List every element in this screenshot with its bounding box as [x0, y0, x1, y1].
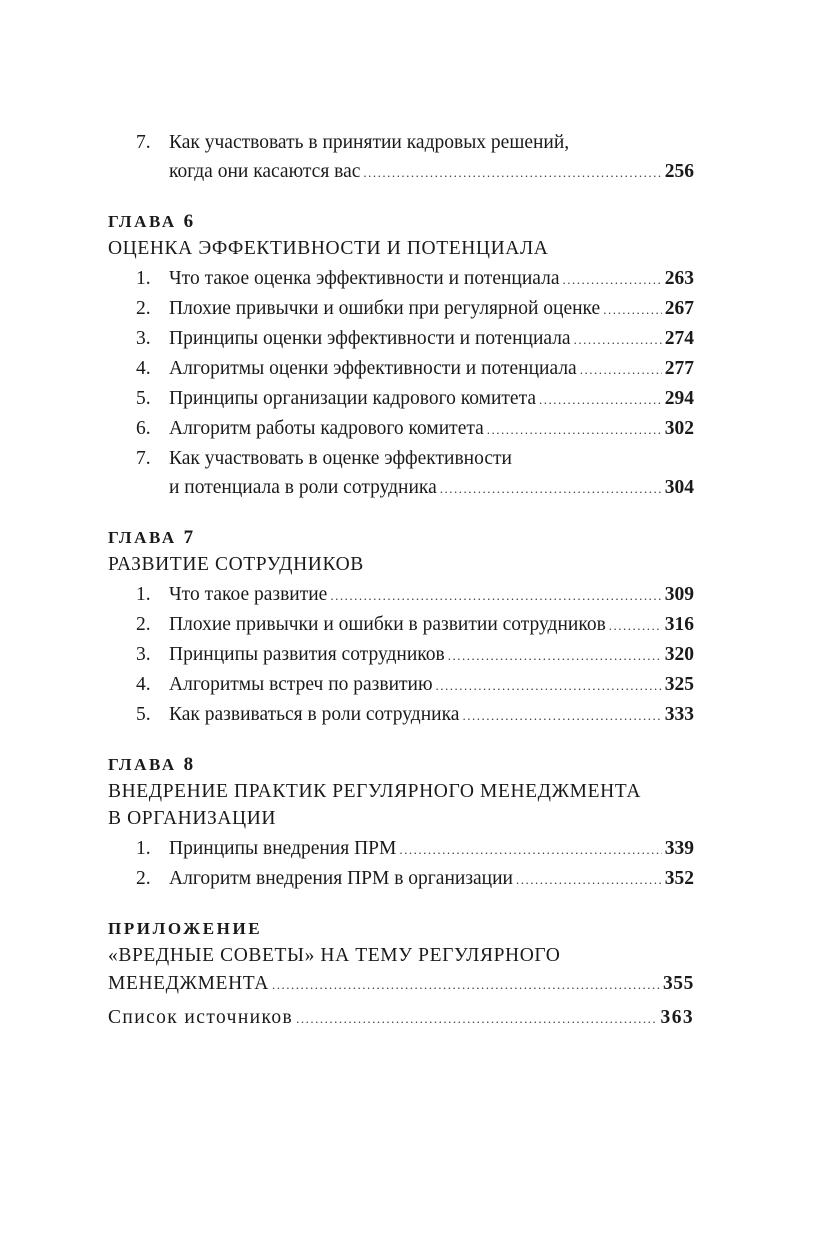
entry-title: Что такое оценка эффективности и потенциала: [169, 268, 560, 289]
toc-entry[interactable]: [108, 834, 694, 864]
entry-title: Принципы развития сотрудников: [169, 644, 445, 665]
page-number: 339: [664, 838, 694, 859]
entry-number: 6.: [136, 418, 151, 439]
chapter-label: ГЛАВА: [108, 528, 177, 547]
toc-entry[interactable]: [108, 128, 694, 187]
dot-leader: [516, 865, 662, 894]
chapter-number: 8: [183, 754, 195, 775]
chapter-title-line1: ВНЕДРЕНИЕ ПРАКТИК РЕГУЛЯРНОГО МЕНЕДЖМЕНТА: [108, 781, 641, 802]
toc-entry[interactable]: [108, 264, 694, 294]
dot-leader: [272, 971, 660, 999]
dot-leader: [603, 295, 662, 324]
chapter-heading-7: [108, 525, 694, 551]
chapter-title-line2: В ОРГАНИЗАЦИИ: [108, 808, 277, 829]
dot-leader: [609, 611, 662, 640]
dot-leader: [448, 641, 662, 670]
entry-title: и потенциала в роли сотрудника: [169, 477, 437, 498]
chapter-title-6[interactable]: ОЦЕНКА ЭФФЕКТИВНОСТИ И ПОТЕНЦИАЛА: [108, 238, 549, 259]
entry-title: Принципы организации кадрового комитета: [169, 388, 536, 409]
page-number: 316: [664, 614, 694, 635]
dot-leader: [539, 385, 662, 414]
chapter-heading-6: [108, 209, 694, 235]
page-number: 355: [662, 973, 694, 994]
page-number: 325: [664, 674, 694, 695]
entry-number: 3.: [136, 328, 151, 349]
toc-entry[interactable]: [108, 414, 694, 444]
dot-leader: [487, 415, 662, 444]
toc-entry[interactable]: [108, 444, 694, 503]
entry-number: 1.: [136, 584, 151, 605]
entry-number: 2.: [136, 614, 151, 635]
dot-leader: [440, 474, 662, 503]
entry-title: когда они касаются вас: [169, 161, 361, 182]
page-number: 263: [664, 268, 694, 289]
entry-title: Принципы оценки эффективности и потенциала: [169, 328, 571, 349]
appendix-heading: [108, 916, 694, 942]
entry-number: 5.: [136, 388, 151, 409]
page-number: 333: [664, 704, 694, 725]
page-number: 309: [664, 584, 694, 605]
toc-entry[interactable]: [108, 324, 694, 354]
entry-title-line1: Как участвовать в принятии кадровых решений,: [169, 132, 570, 153]
page-number: 352: [664, 868, 694, 889]
table-of-contents: [108, 128, 694, 1034]
dot-leader: [580, 355, 662, 384]
entry-number: 1.: [136, 268, 151, 289]
toc-entry[interactable]: [108, 580, 694, 610]
page-number: 294: [664, 388, 694, 409]
toc-entry[interactable]: [108, 294, 694, 324]
dot-leader: [363, 158, 661, 187]
dot-leader: [563, 265, 662, 294]
page-number: 363: [660, 1007, 694, 1028]
toc-entry[interactable]: [108, 384, 694, 414]
toc-entry[interactable]: [108, 700, 694, 730]
appendix-title-line1: «ВРЕДНЫЕ СОВЕТЫ» НА ТЕМУ РЕГУЛЯРНОГО: [108, 945, 561, 966]
entry-title: Алгоритм работы кадрового комитета: [169, 418, 484, 439]
entry-number: 5.: [136, 704, 151, 725]
toc-entry[interactable]: [108, 640, 694, 670]
chapter-title-8[interactable]: [108, 778, 694, 832]
entry-title: Алгоритмы оценки эффективности и потенциала: [169, 358, 577, 379]
dot-leader: [436, 671, 662, 700]
dot-leader: [462, 701, 661, 730]
appendix-title-line2: МЕНЕДЖМЕНТА: [108, 973, 269, 994]
appendix-entry[interactable]: [108, 942, 694, 999]
chapter-label: ГЛАВА: [108, 755, 177, 774]
page-number: 302: [664, 418, 694, 439]
toc-entry[interactable]: [108, 670, 694, 700]
entry-number: 2.: [136, 868, 151, 889]
toc-entry[interactable]: [108, 354, 694, 384]
chapter-number: 6: [183, 211, 195, 232]
entry-number: 3.: [136, 644, 151, 665]
entry-number: 7.: [136, 448, 151, 469]
chapter-label: ГЛАВА: [108, 212, 177, 231]
dot-leader: [330, 581, 661, 610]
page-number: 304: [664, 477, 694, 498]
chapter-number: 7: [183, 527, 195, 548]
entry-title: Плохие привычки и ошибки при регулярной оценке: [169, 298, 601, 319]
entry-title: Как развиваться в роли сотрудника: [169, 704, 460, 725]
dot-leader: [574, 325, 662, 354]
entry-number: 7.: [136, 132, 151, 153]
dot-leader: [296, 1004, 657, 1034]
entry-title: Что такое развитие: [169, 584, 328, 605]
sources-entry[interactable]: [108, 1003, 694, 1034]
dot-leader: [399, 835, 661, 864]
entry-number: 2.: [136, 298, 151, 319]
entry-number: 1.: [136, 838, 151, 859]
page-number: 256: [664, 161, 694, 182]
entry-title: Плохие привычки и ошибки в развитии сотрудников: [169, 614, 606, 635]
page-number: 267: [664, 298, 694, 319]
entry-title: Алгоритм внедрения ПРМ в организации: [169, 868, 513, 889]
page-number: 274: [664, 328, 694, 349]
entry-number: 4.: [136, 358, 151, 379]
chapter-heading-8: [108, 752, 694, 778]
sources-title: Список источников: [108, 1007, 294, 1028]
page-number: 320: [664, 644, 694, 665]
entry-number: 4.: [136, 674, 151, 695]
page-number: 277: [664, 358, 694, 379]
entry-title-line1: Как участвовать в оценке эффективности: [169, 448, 512, 469]
entry-title: Алгоритмы встреч по развитию: [169, 674, 433, 695]
chapter-title-7[interactable]: РАЗВИТИЕ СОТРУДНИКОВ: [108, 554, 364, 575]
appendix-label: ПРИЛОЖЕНИЕ: [108, 919, 263, 938]
entry-title: Принципы внедрения ПРМ: [169, 838, 397, 859]
toc-entry[interactable]: [108, 864, 694, 894]
toc-entry[interactable]: [108, 610, 694, 640]
